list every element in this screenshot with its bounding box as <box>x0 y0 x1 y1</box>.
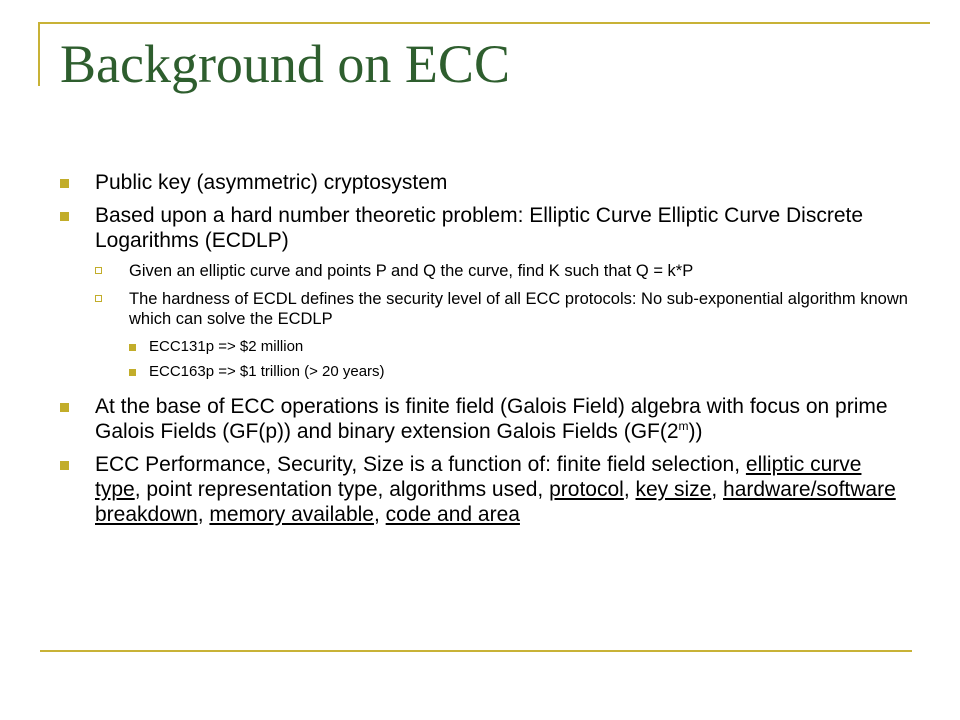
underlined-term: hardware/software breakdown <box>95 478 896 526</box>
bullet-item <box>60 452 910 527</box>
bullet-text-part: , <box>711 478 724 501</box>
sub-sub-bullet-text: ECC131p => $2 million <box>149 338 304 355</box>
bullet-text: Public key (asymmetric) cryptosystem <box>95 171 448 194</box>
square-bullet-icon <box>60 461 69 470</box>
underlined-term: code and area <box>385 503 520 526</box>
sub-bullet-text: Given an elliptic curve and points P and Q the curve, find K such that Q = k*P <box>129 262 694 280</box>
hollow-square-bullet-icon <box>95 267 102 274</box>
bottom-frame-line <box>40 650 912 652</box>
bullet-text-part: , point representation type, algorithms used, <box>134 478 550 501</box>
sub-sub-bullet-text: ECC163p => $1 trillion (> 20 years) <box>149 363 385 380</box>
square-bullet-icon <box>60 179 69 188</box>
slide-title: Background on ECC <box>60 34 510 94</box>
square-bullet-icon <box>60 403 69 412</box>
bullet-item <box>60 170 910 195</box>
square-bullet-icon <box>129 369 136 376</box>
sub-sub-bullet-item <box>129 362 910 382</box>
sub-bullet-item <box>95 261 910 281</box>
bullet-text-part: , <box>623 478 636 501</box>
bullet-text-part: , <box>373 503 386 526</box>
square-bullet-icon <box>60 212 69 221</box>
underlined-term: memory available <box>209 503 374 526</box>
bullet-text: Based upon a hard number theoretic problem: Elliptic Curve Elliptic Curve Discrete Logarithms (ECDLP) <box>95 204 864 252</box>
slide-content <box>60 170 910 535</box>
hollow-square-bullet-icon <box>95 295 102 302</box>
bullet-item <box>60 203 910 253</box>
square-bullet-icon <box>129 344 136 351</box>
underlined-term: elliptic curve type <box>95 453 862 501</box>
bullet-text-part: )) <box>688 420 703 443</box>
underlined-term: key size <box>635 478 712 501</box>
superscript-m: m <box>678 419 689 433</box>
bullet-text-part: , <box>197 503 210 526</box>
top-frame-line <box>40 22 930 24</box>
bullet-item <box>60 394 910 444</box>
bullet-text <box>95 395 888 443</box>
sub-bullet-text: The hardness of ECDL defines the security level of all ECC protocols: No sub-exponential algorithm known which can solve the ECDLP <box>129 290 908 328</box>
bullet-text <box>95 453 896 526</box>
sub-sub-bullet-item <box>129 337 910 357</box>
left-frame-line <box>38 22 40 86</box>
sub-bullet-item <box>95 289 910 329</box>
underlined-term: protocol <box>549 478 624 501</box>
bullet-text-part: At the base of ECC operations is finite field (Galois Field) algebra with focus on prime Galois Fields (GF(p)) and binary extension Galois Fields (GF(2 <box>95 395 888 443</box>
bullet-text-part: ECC Performance, Security, Size is a function of: finite field selection, <box>95 453 746 476</box>
